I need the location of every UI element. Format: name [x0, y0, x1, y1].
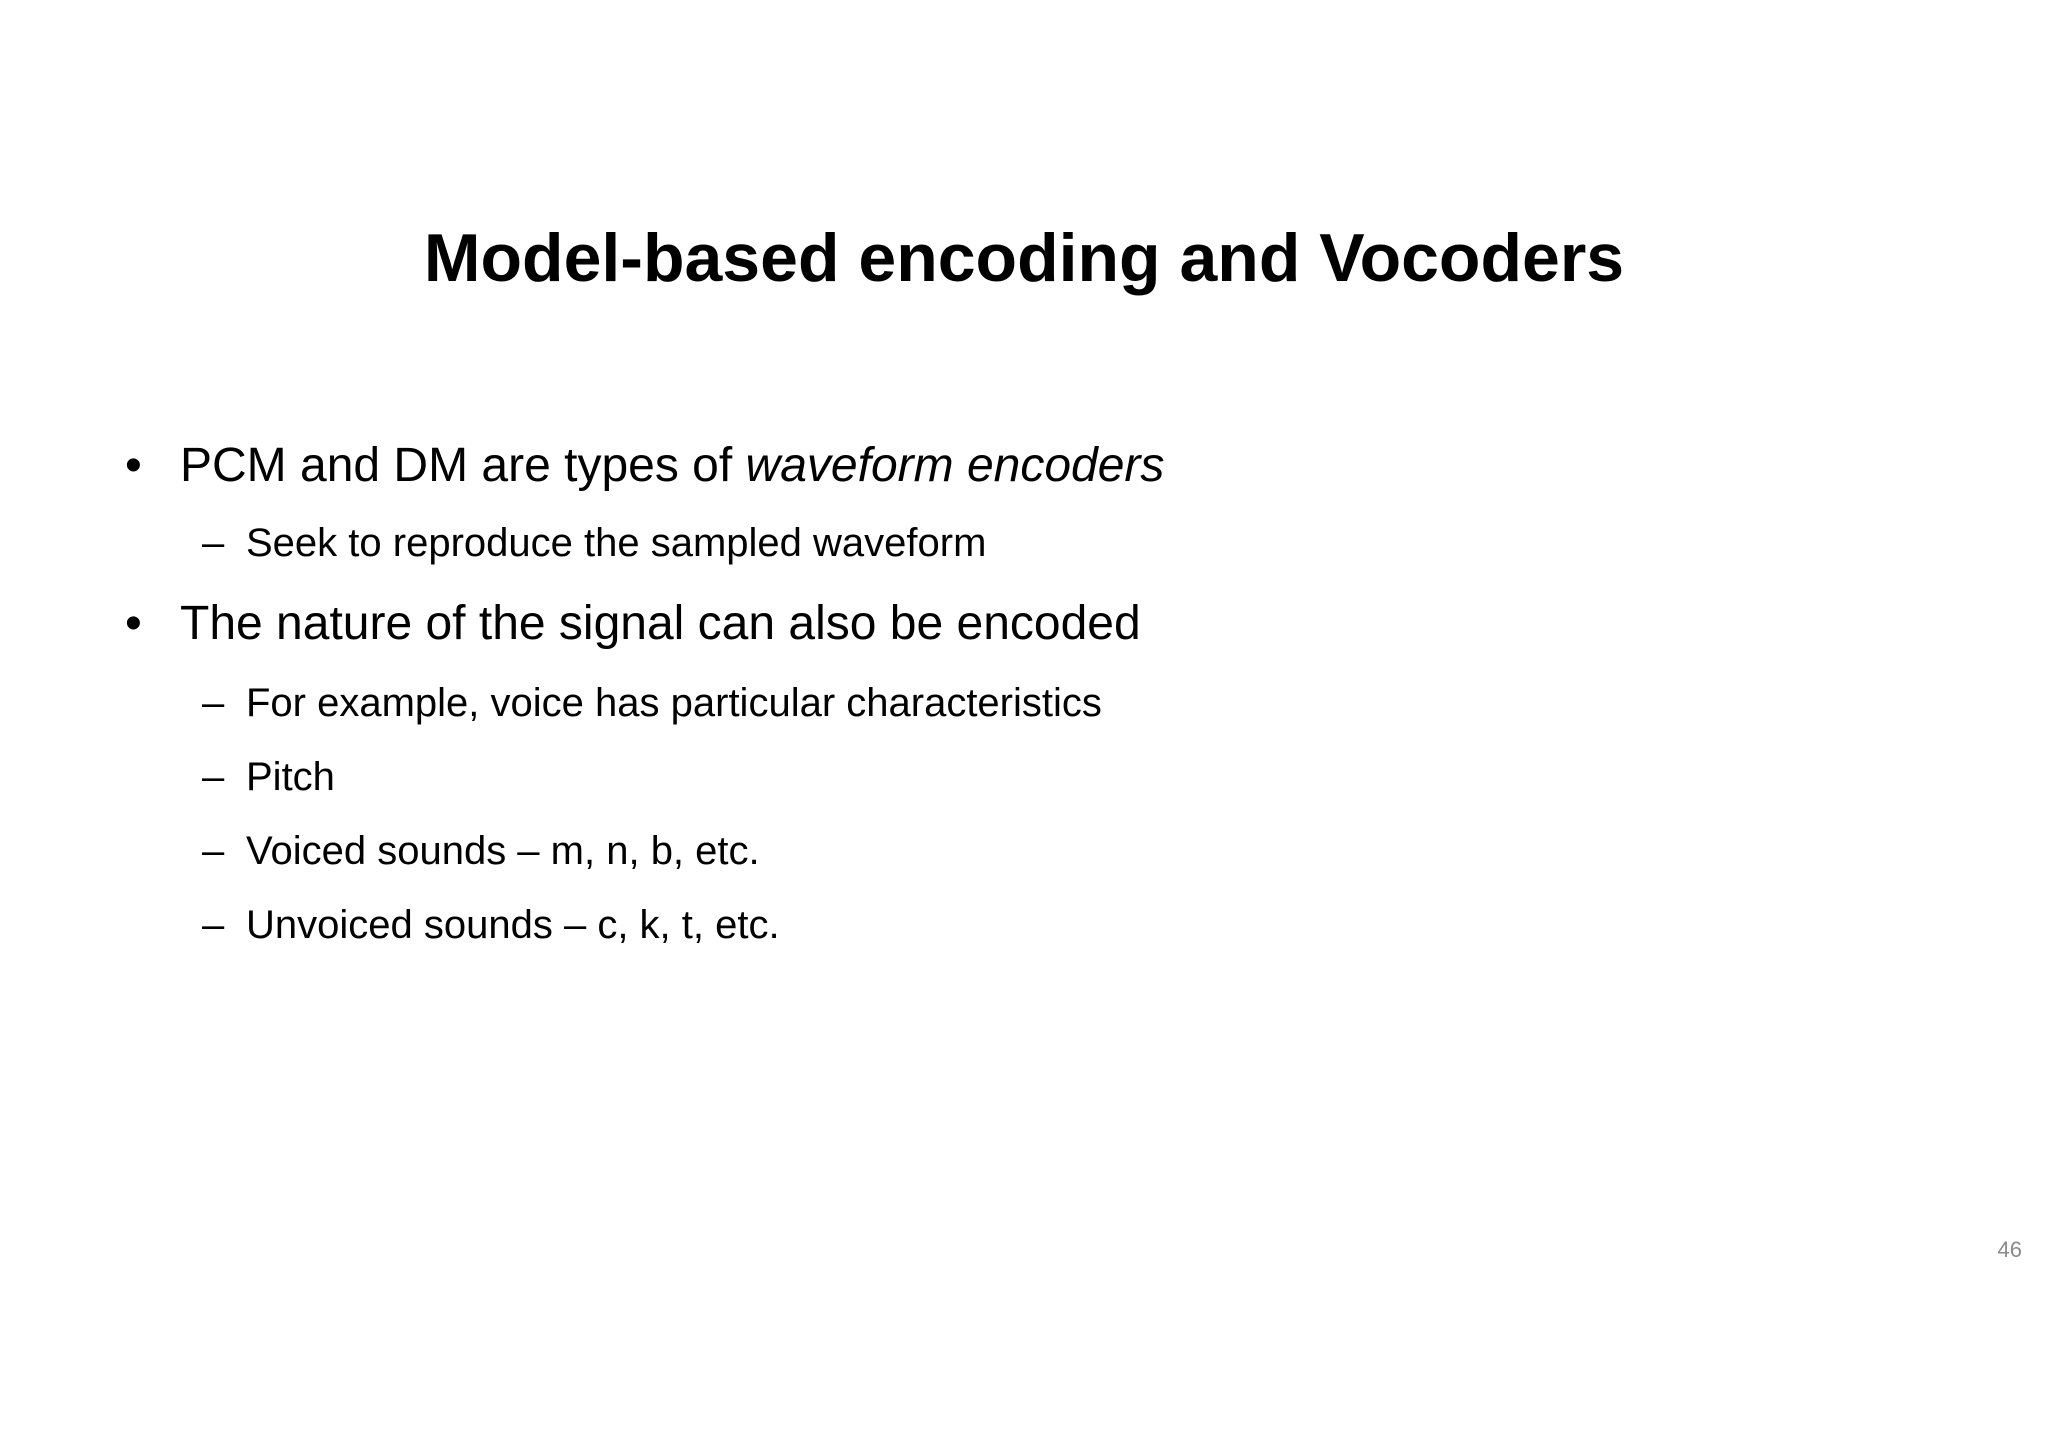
subitem-text: Pitch: [246, 755, 335, 799]
subitem-2-4: [202, 900, 780, 950]
dash-marker: –: [202, 829, 225, 873]
dash-marker: –: [202, 681, 225, 725]
slide-title: Model-based encoding and Vocoders: [423, 220, 1625, 296]
bullet-marker: •: [125, 439, 142, 492]
bullet-text: The nature of the signal can also be encoded: [180, 597, 1141, 650]
subitem-2-1: [202, 678, 1102, 728]
bullet-text: PCM and DM are types of: [180, 439, 746, 492]
bullet-marker: •: [125, 597, 142, 650]
dash-marker: –: [202, 903, 225, 947]
bullet-item-2: [125, 594, 1141, 654]
subitem-text: For example, voice has particular characteristics: [246, 681, 1102, 725]
subitem-2-3: [202, 826, 760, 876]
subitem-text: Seek to reproduce the sampled waveform: [246, 521, 987, 565]
subitem-1-1: [202, 518, 987, 568]
subitem-text: Unvoiced sounds – c, k, t, etc.: [246, 903, 780, 947]
bullet-emphasis: waveform encoders: [745, 439, 1165, 492]
dash-marker: –: [202, 521, 225, 565]
subitem-2-2: [202, 752, 335, 802]
dash-marker: –: [202, 755, 225, 799]
page-number: 46: [1997, 1237, 2022, 1262]
bullet-item-1: [125, 436, 1165, 496]
subitem-text: Voiced sounds – m, n, b, etc.: [246, 829, 760, 873]
